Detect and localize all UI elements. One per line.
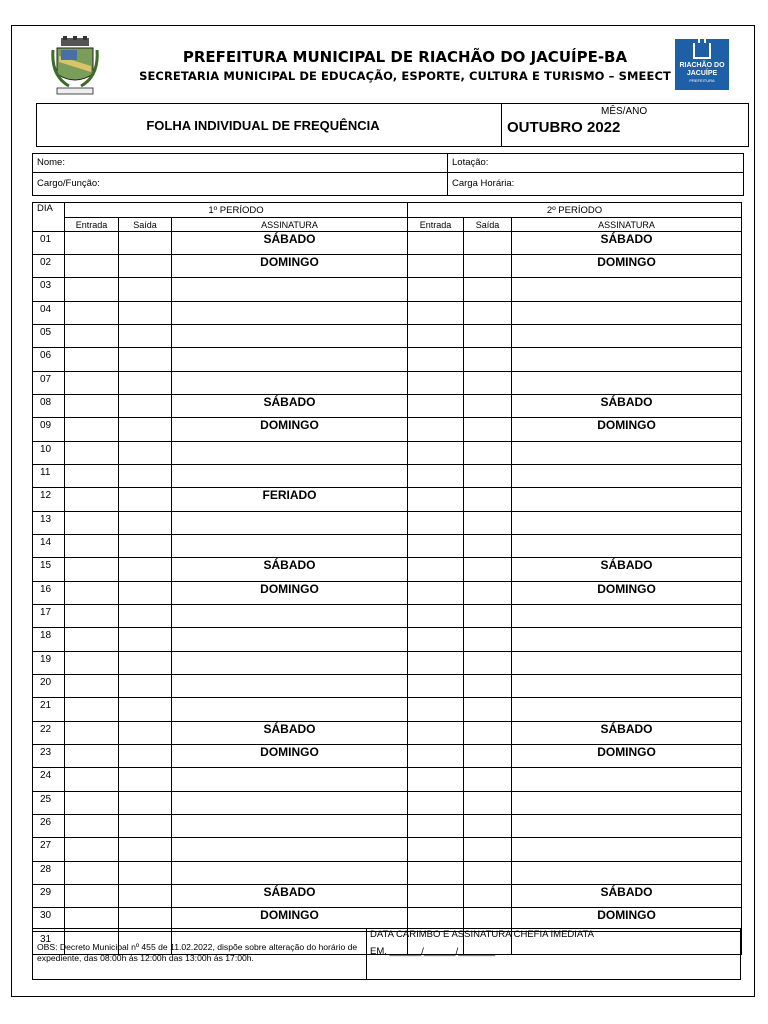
assinatura-2-cell[interactable] xyxy=(512,278,742,302)
saida-2-cell[interactable] xyxy=(464,465,512,488)
saida-2-cell[interactable] xyxy=(464,745,512,768)
entrada-2-cell[interactable] xyxy=(408,512,464,535)
saida-2-cell[interactable] xyxy=(464,628,512,652)
day-cell: 01 xyxy=(33,232,65,255)
saida-2-cell[interactable] xyxy=(464,372,512,395)
day-cell: 20 xyxy=(33,675,65,698)
cargo-field[interactable]: Cargo/Função: xyxy=(37,178,100,189)
saida-1-cell[interactable] xyxy=(119,815,172,838)
entrada-1-cell[interactable] xyxy=(65,768,119,792)
saida-2-cell[interactable] xyxy=(464,232,512,255)
entrada-2-cell[interactable] xyxy=(408,698,464,722)
assinatura-1-cell[interactable] xyxy=(172,628,408,652)
assinatura-2-cell[interactable] xyxy=(512,302,742,325)
assinatura-1-cell[interactable]: DOMINGO xyxy=(172,582,408,605)
entrada-1-cell[interactable] xyxy=(65,722,119,745)
entrada-2-cell[interactable] xyxy=(408,675,464,698)
assinatura-2-cell[interactable] xyxy=(512,698,742,722)
entrada-2-cell[interactable] xyxy=(408,838,464,862)
saida-1-cell[interactable] xyxy=(119,605,172,628)
assinatura-2-cell[interactable] xyxy=(512,675,742,698)
assinatura-2-cell[interactable]: SÁBADO xyxy=(512,395,742,418)
day-cell: 30 xyxy=(33,908,65,932)
entrada-1-cell[interactable] xyxy=(65,628,119,652)
saida-1-cell[interactable] xyxy=(119,372,172,395)
entrada-2-cell[interactable] xyxy=(408,418,464,442)
entrada-1-cell[interactable] xyxy=(65,605,119,628)
day-cell: 28 xyxy=(33,862,65,885)
assinatura-1-cell[interactable]: SÁBADO xyxy=(172,885,408,908)
assinatura-1-cell[interactable] xyxy=(172,605,408,628)
assinatura-header: ASSINATURA xyxy=(512,218,742,232)
assinatura-1-cell[interactable] xyxy=(172,675,408,698)
title-box xyxy=(36,103,749,147)
table-row xyxy=(33,838,742,862)
saida-2-cell[interactable] xyxy=(464,605,512,628)
day-cell: 12 xyxy=(33,488,65,512)
assinatura-2-cell[interactable] xyxy=(512,512,742,535)
day-cell: 27 xyxy=(33,838,65,862)
entrada-2-cell[interactable] xyxy=(408,348,464,372)
entrada-1-cell[interactable] xyxy=(65,488,119,512)
entrada-2-cell[interactable] xyxy=(408,395,464,418)
assinatura-2-cell[interactable] xyxy=(512,325,742,348)
saida-1-cell[interactable] xyxy=(119,652,172,675)
saida-1-cell[interactable] xyxy=(119,488,172,512)
assinatura-2-cell[interactable]: DOMINGO xyxy=(512,255,742,278)
assinatura-2-cell[interactable] xyxy=(512,838,742,862)
table-row xyxy=(33,278,742,302)
assinatura-1-cell[interactable] xyxy=(172,652,408,675)
entrada-1-cell[interactable] xyxy=(65,512,119,535)
saida-header: Saída xyxy=(119,218,172,232)
saida-2-cell[interactable] xyxy=(464,512,512,535)
assinatura-1-cell[interactable] xyxy=(172,372,408,395)
entrada-1-cell[interactable] xyxy=(65,815,119,838)
assinatura-2-cell[interactable]: DOMINGO xyxy=(512,908,742,932)
saida-2-cell[interactable] xyxy=(464,838,512,862)
day-cell: 17 xyxy=(33,605,65,628)
saida-1-cell[interactable] xyxy=(119,675,172,698)
form-title: FOLHA INDIVIDUAL DE FREQUÊNCIA xyxy=(146,118,380,133)
table-row xyxy=(33,465,742,488)
assinatura-1-cell[interactable] xyxy=(172,698,408,722)
day-cell: 08 xyxy=(33,395,65,418)
assinatura-1-cell[interactable] xyxy=(172,862,408,885)
day-cell: 25 xyxy=(33,792,65,815)
saida-2-cell[interactable] xyxy=(464,325,512,348)
table-row xyxy=(33,862,742,885)
entrada-2-cell[interactable] xyxy=(408,768,464,792)
entrada-1-cell[interactable] xyxy=(65,792,119,815)
assinatura-2-cell[interactable]: SÁBADO xyxy=(512,722,742,745)
saida-1-cell[interactable] xyxy=(119,722,172,745)
day-cell: 31 xyxy=(33,932,65,955)
employee-info-box xyxy=(32,153,744,196)
table-row xyxy=(33,722,742,745)
saida-1-cell[interactable] xyxy=(119,418,172,442)
entrada-2-cell[interactable] xyxy=(408,465,464,488)
entrada-2-cell[interactable] xyxy=(408,558,464,582)
day-cell: 11 xyxy=(33,465,65,488)
day-cell: 22 xyxy=(33,722,65,745)
entrada-2-cell[interactable] xyxy=(408,605,464,628)
day-cell: 07 xyxy=(33,372,65,395)
date-field[interactable]: EM, ______/______/_______ xyxy=(370,946,496,957)
table-row xyxy=(33,302,742,325)
assinatura-2-cell[interactable] xyxy=(512,488,742,512)
saida-1-cell[interactable] xyxy=(119,628,172,652)
entrada-1-cell[interactable] xyxy=(65,325,119,348)
saida-1-cell[interactable] xyxy=(119,698,172,722)
table-row xyxy=(33,325,742,348)
obs-note: OBS: Decreto Municipal nº 455 de 11.02.2022, dispõe sobre alteração do horário de expediente, das 08:00h ás 12:00h das 13:00h ás 17:00h. xyxy=(37,942,358,963)
assinatura-1-cell[interactable]: SÁBADO xyxy=(172,558,408,582)
entrada-header: Entrada xyxy=(408,218,464,232)
lotacao-field[interactable]: Lotação: xyxy=(452,157,489,168)
entrada-1-cell[interactable] xyxy=(65,232,119,255)
table-row xyxy=(33,232,742,255)
day-cell: 16 xyxy=(33,582,65,605)
saida-2-cell[interactable] xyxy=(464,302,512,325)
entrada-1-cell[interactable] xyxy=(65,302,119,325)
saida-1-cell[interactable] xyxy=(119,512,172,535)
saida-2-cell[interactable] xyxy=(464,535,512,558)
entrada-1-cell[interactable] xyxy=(65,372,119,395)
assinatura-2-cell[interactable] xyxy=(512,768,742,792)
saida-1-cell[interactable] xyxy=(119,442,172,465)
assinatura-2-cell[interactable]: SÁBADO xyxy=(512,885,742,908)
assinatura-2-cell[interactable] xyxy=(512,862,742,885)
entrada-2-cell[interactable] xyxy=(408,278,464,302)
saida-1-cell[interactable] xyxy=(119,745,172,768)
table-row xyxy=(33,535,742,558)
day-cell: 18 xyxy=(33,628,65,652)
assinatura-1-cell[interactable]: SÁBADO xyxy=(172,722,408,745)
assinatura-header: ASSINATURA xyxy=(172,218,408,232)
municipality-heading: PREFEITURA MUNICIPAL DE RIACHÃO DO JACUÍPE-BA xyxy=(182,48,628,66)
entrada-2-cell[interactable] xyxy=(408,325,464,348)
entrada-1-cell[interactable] xyxy=(65,278,119,302)
entrada-2-cell[interactable] xyxy=(408,582,464,605)
logo-subtext: PREFEITURA xyxy=(689,78,715,83)
saida-1-cell[interactable] xyxy=(119,255,172,278)
entrada-2-cell[interactable] xyxy=(408,722,464,745)
assinatura-1-cell[interactable]: FERIADO xyxy=(172,488,408,512)
assinatura-2-cell[interactable]: DOMINGO xyxy=(512,745,742,768)
table-row xyxy=(33,255,742,278)
saida-2-cell[interactable] xyxy=(464,652,512,675)
entrada-2-cell[interactable] xyxy=(408,862,464,885)
saida-1-cell[interactable] xyxy=(119,395,172,418)
entrada-2-cell[interactable] xyxy=(408,302,464,325)
saida-1-cell[interactable] xyxy=(119,278,172,302)
assinatura-1-cell[interactable] xyxy=(172,815,408,838)
saida-2-cell[interactable] xyxy=(464,488,512,512)
entrada-2-cell[interactable] xyxy=(408,442,464,465)
assinatura-2-cell[interactable] xyxy=(512,792,742,815)
entrada-1-cell[interactable] xyxy=(65,558,119,582)
assinatura-1-cell[interactable] xyxy=(172,768,408,792)
assinatura-1-cell[interactable]: SÁBADO xyxy=(172,395,408,418)
table-row xyxy=(33,768,742,792)
assinatura-1-cell[interactable]: DOMINGO xyxy=(172,745,408,768)
day-cell: 23 xyxy=(33,745,65,768)
saida-2-cell[interactable] xyxy=(464,255,512,278)
entrada-1-cell[interactable] xyxy=(65,255,119,278)
chefia-label: DATA CARIMBO E ASSINATURA CHEFIA IMEDIATA xyxy=(370,929,594,940)
month-year-label: MÊS/ANO xyxy=(601,106,648,117)
entrada-2-cell[interactable] xyxy=(408,255,464,278)
table-row xyxy=(33,582,742,605)
entrada-header: Entrada xyxy=(65,218,119,232)
day-cell: 14 xyxy=(33,535,65,558)
entrada-1-cell[interactable] xyxy=(65,698,119,722)
day-cell: 04 xyxy=(33,302,65,325)
entrada-1-cell[interactable] xyxy=(65,745,119,768)
logo-text: RIACHÃO DO JACUÍPE xyxy=(679,62,725,77)
saida-2-cell[interactable] xyxy=(464,278,512,302)
day-cell: 15 xyxy=(33,558,65,582)
entrada-1-cell[interactable] xyxy=(65,582,119,605)
assinatura-2-cell[interactable] xyxy=(512,535,742,558)
day-cell: 24 xyxy=(33,768,65,792)
assinatura-2-cell[interactable] xyxy=(512,652,742,675)
assinatura-2-cell[interactable] xyxy=(512,442,742,465)
assinatura-1-cell[interactable] xyxy=(172,442,408,465)
table-row xyxy=(33,418,742,442)
entrada-2-cell[interactable] xyxy=(408,652,464,675)
assinatura-1-cell[interactable] xyxy=(172,465,408,488)
assinatura-2-cell[interactable] xyxy=(512,628,742,652)
assinatura-1-cell[interactable]: SÁBADO xyxy=(172,232,408,255)
assinatura-1-cell[interactable] xyxy=(172,512,408,535)
saida-header: Saída xyxy=(464,218,512,232)
entrada-1-cell[interactable] xyxy=(65,418,119,442)
logo-icon xyxy=(693,43,711,59)
table-row xyxy=(33,652,742,675)
day-cell: 09 xyxy=(33,418,65,442)
table-row xyxy=(33,605,742,628)
entrada-2-cell[interactable] xyxy=(408,488,464,512)
table-row xyxy=(33,792,742,815)
assinatura-1-cell[interactable]: DOMINGO xyxy=(172,908,408,932)
day-cell: 13 xyxy=(33,512,65,535)
saida-1-cell[interactable] xyxy=(119,768,172,792)
entrada-1-cell[interactable] xyxy=(65,395,119,418)
entrada-2-cell[interactable] xyxy=(408,372,464,395)
saida-1-cell[interactable] xyxy=(119,558,172,582)
saida-1-cell[interactable] xyxy=(119,862,172,885)
assinatura-2-cell[interactable] xyxy=(512,465,742,488)
saida-1-cell[interactable] xyxy=(119,302,172,325)
day-cell: 02 xyxy=(33,255,65,278)
table-row xyxy=(33,395,742,418)
entrada-1-cell[interactable] xyxy=(65,862,119,885)
assinatura-1-cell[interactable] xyxy=(172,348,408,372)
table-row xyxy=(33,512,742,535)
saida-1-cell[interactable] xyxy=(119,348,172,372)
entrada-2-cell[interactable] xyxy=(408,628,464,652)
entrada-2-cell[interactable] xyxy=(408,885,464,908)
assinatura-2-cell[interactable]: SÁBADO xyxy=(512,232,742,255)
attendance-table xyxy=(32,202,742,955)
saida-2-cell[interactable] xyxy=(464,442,512,465)
assinatura-1-cell[interactable] xyxy=(172,278,408,302)
table-row xyxy=(33,698,742,722)
day-cell: 26 xyxy=(33,815,65,838)
entrada-1-cell[interactable] xyxy=(65,885,119,908)
footer-box xyxy=(32,928,741,980)
assinatura-2-cell[interactable] xyxy=(512,605,742,628)
assinatura-2-cell[interactable] xyxy=(512,372,742,395)
day-cell: 10 xyxy=(33,442,65,465)
table-row xyxy=(33,558,742,582)
secretariat-heading: SECRETARIA MUNICIPAL DE EDUCAÇÃO, ESPORTE, CULTURA E TURISMO – SMEECT xyxy=(139,69,671,83)
saida-2-cell[interactable] xyxy=(464,885,512,908)
table-row xyxy=(33,442,742,465)
day-cell: 05 xyxy=(33,325,65,348)
saida-2-cell[interactable] xyxy=(464,768,512,792)
saida-2-cell[interactable] xyxy=(464,792,512,815)
saida-2-cell[interactable] xyxy=(464,395,512,418)
saida-1-cell[interactable] xyxy=(119,838,172,862)
saida-2-cell[interactable] xyxy=(464,582,512,605)
entrada-1-cell[interactable] xyxy=(65,652,119,675)
municipal-coat-of-arms xyxy=(51,36,99,98)
assinatura-1-cell[interactable]: DOMINGO xyxy=(172,255,408,278)
saida-2-cell[interactable] xyxy=(464,558,512,582)
table-row xyxy=(33,675,742,698)
nome-field[interactable]: Nome: xyxy=(37,157,65,168)
carga-horaria-field[interactable]: Carga Horária: xyxy=(452,178,515,189)
entrada-1-cell[interactable] xyxy=(65,838,119,862)
saida-2-cell[interactable] xyxy=(464,862,512,885)
assinatura-2-cell[interactable]: DOMINGO xyxy=(512,418,742,442)
table-row xyxy=(33,348,742,372)
day-cell: 29 xyxy=(33,885,65,908)
table-row xyxy=(33,488,742,512)
saida-1-cell[interactable] xyxy=(119,885,172,908)
title-divider xyxy=(501,104,502,146)
day-cell: 06 xyxy=(33,348,65,372)
day-cell: 21 xyxy=(33,698,65,722)
entrada-2-cell[interactable] xyxy=(408,792,464,815)
period-2-header: 2º PERÍODO xyxy=(408,203,742,218)
day-cell: 03 xyxy=(33,278,65,302)
day-cell: 19 xyxy=(33,652,65,675)
period-1-header: 1º PERÍODO xyxy=(65,203,408,218)
assinatura-2-cell[interactable]: DOMINGO xyxy=(512,582,742,605)
entrada-1-cell[interactable] xyxy=(65,535,119,558)
saida-2-cell[interactable] xyxy=(464,815,512,838)
entrada-1-cell[interactable] xyxy=(65,442,119,465)
assinatura-1-cell[interactable] xyxy=(172,535,408,558)
saida-1-cell[interactable] xyxy=(119,792,172,815)
assinatura-1-cell[interactable] xyxy=(172,302,408,325)
saida-2-cell[interactable] xyxy=(464,675,512,698)
entrada-1-cell[interactable] xyxy=(65,675,119,698)
assinatura-2-cell[interactable]: SÁBADO xyxy=(512,558,742,582)
assinatura-2-cell[interactable] xyxy=(512,348,742,372)
entrada-2-cell[interactable] xyxy=(408,232,464,255)
entrada-1-cell[interactable] xyxy=(65,348,119,372)
assinatura-1-cell[interactable] xyxy=(172,325,408,348)
saida-1-cell[interactable] xyxy=(119,582,172,605)
entrada-2-cell[interactable] xyxy=(408,745,464,768)
saida-2-cell[interactable] xyxy=(464,722,512,745)
dia-header: DIA xyxy=(33,203,65,232)
assinatura-1-cell[interactable] xyxy=(172,838,408,862)
assinatura-1-cell[interactable] xyxy=(172,792,408,815)
table-row xyxy=(33,815,742,838)
saida-1-cell[interactable] xyxy=(119,535,172,558)
saida-2-cell[interactable] xyxy=(464,698,512,722)
entrada-1-cell[interactable] xyxy=(65,465,119,488)
saida-1-cell[interactable] xyxy=(119,465,172,488)
entrada-2-cell[interactable] xyxy=(408,535,464,558)
table-row xyxy=(33,372,742,395)
table-row xyxy=(33,745,742,768)
entrada-2-cell[interactable] xyxy=(408,815,464,838)
table-row xyxy=(33,628,742,652)
prefeitura-logo xyxy=(675,39,729,90)
saida-1-cell[interactable] xyxy=(119,325,172,348)
saida-1-cell[interactable] xyxy=(119,232,172,255)
assinatura-2-cell[interactable] xyxy=(512,815,742,838)
saida-2-cell[interactable] xyxy=(464,418,512,442)
table-row xyxy=(33,885,742,908)
month-year-value: OUTUBRO 2022 xyxy=(507,119,621,136)
assinatura-1-cell[interactable]: DOMINGO xyxy=(172,418,408,442)
saida-2-cell[interactable] xyxy=(464,348,512,372)
